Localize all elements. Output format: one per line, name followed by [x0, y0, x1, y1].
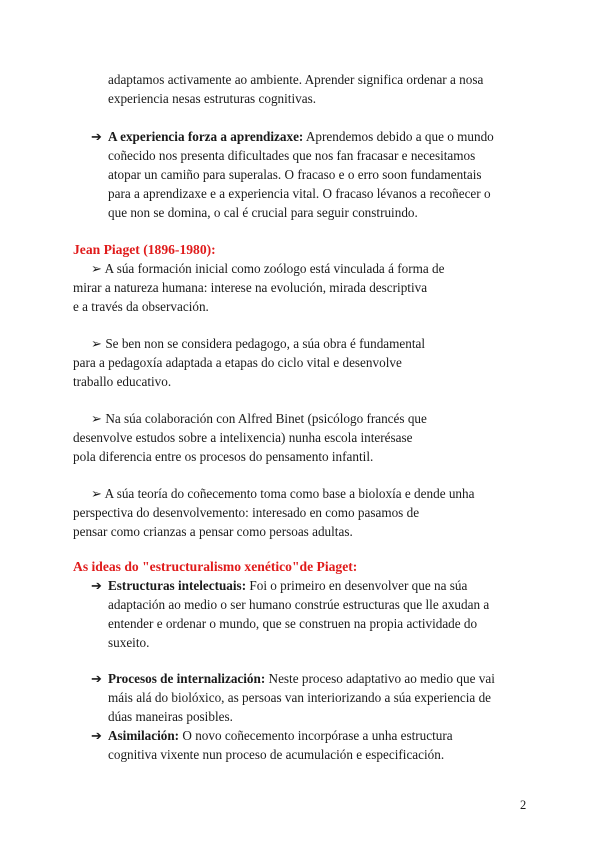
arrow-bullet-icon: ➔ [91, 671, 102, 686]
text-line: experiencia nesas estruturas cognitivas. [108, 91, 316, 106]
bullet-term: Estructuras intelectuais: [108, 578, 247, 593]
arrow-bullet-icon: ➔ [91, 578, 102, 593]
section-heading-piaget: Jean Piaget (1896-1980): [73, 242, 216, 257]
bullet-text: O novo coñecemento incorpórase a unha estructura [179, 728, 453, 743]
text-line: entender e ordenar o mundo, que se construen na propia actividade do [108, 616, 478, 631]
bullet-first-line [108, 127, 494, 146]
bullet-term: A experiencia forza a aprendizaxe: [108, 129, 304, 144]
text-line: adaptamos activamente ao ambiente. Aprender significa ordenar a nosa [108, 72, 484, 87]
text-line: cognitiva vixente nun proceso de acumulación e especificación. [108, 747, 445, 762]
text-line: máis alá do biolóxico, as persoas van interiorizando a súa experiencia de [108, 690, 492, 705]
text-line: ➢ Na súa colaboración con Alfred Binet (psicólogo francés que [91, 411, 427, 426]
text-line: pola diferencia entre os procesos do pensamento infantil. [73, 449, 374, 464]
text-line: ➢ A súa formación inicial como zoólogo está vinculada á forma de [91, 261, 445, 276]
bullet-text: Neste proceso adaptativo ao medio que vai [265, 671, 495, 686]
bullet-first-line [108, 726, 453, 745]
text-line: para a pedagoxía adaptada a etapas do ciclo vital e desenvolve [73, 355, 402, 370]
text-line: adaptación ao medio o ser humano constrúe estructuras que lle axudan a [108, 597, 490, 612]
text-line: e a través da observación. [73, 299, 209, 314]
text-line: que non se domina, o cal é crucial para seguir construindo. [108, 205, 418, 220]
text-line: coñecido nos presenta dificultades que nos fan fracasar e necesitamos [108, 148, 476, 163]
arrow-bullet-icon: ➔ [91, 728, 102, 743]
text-line: ➢ A súa teoría do coñecemento toma como base a bioloxía e dende unha [91, 486, 475, 501]
bullet-term: Procesos de internalización: [108, 671, 266, 686]
bullet-first-line [108, 576, 467, 595]
text-line: dúas maneiras posibles. [108, 709, 233, 724]
text-line: desenvolve estudos sobre a intelixencia) nunha escola interésase [73, 430, 413, 445]
arrow-bullet-icon: ➔ [91, 129, 102, 144]
text-line: para a aprendizaxe e a experiencia vital. O fracaso lévanos a recoñecer o [108, 186, 491, 201]
text-line: atopar un camiño para superalas. O fracaso e o erro soon fundamentais [108, 167, 482, 182]
bullet-text: Foi o primeiro en desenvolver que na súa [246, 578, 468, 593]
text-line: pensar como crianzas a pensar como persoas adultas. [73, 524, 353, 539]
page-number: 2 [520, 798, 527, 812]
text-line: perspectiva do desenvolvemento: interesado en como pasamos de [73, 505, 420, 520]
text-line: ➢ Se ben non se considera pedagogo, a súa obra é fundamental [91, 336, 426, 351]
bullet-term: Asimilación: [108, 728, 180, 743]
text-line: traballo educativo. [73, 374, 172, 389]
bullet-first-line [108, 669, 495, 688]
bullet-text: Aprendemos debido a que o mundo [303, 129, 494, 144]
text-line: suxeito. [108, 635, 150, 650]
section-heading-ideas: As ideas do "estructuralismo xenético"de Piaget: [73, 559, 358, 574]
text-line: mirar a natureza humana: interese na evolución, mirada descriptiva [73, 280, 428, 295]
